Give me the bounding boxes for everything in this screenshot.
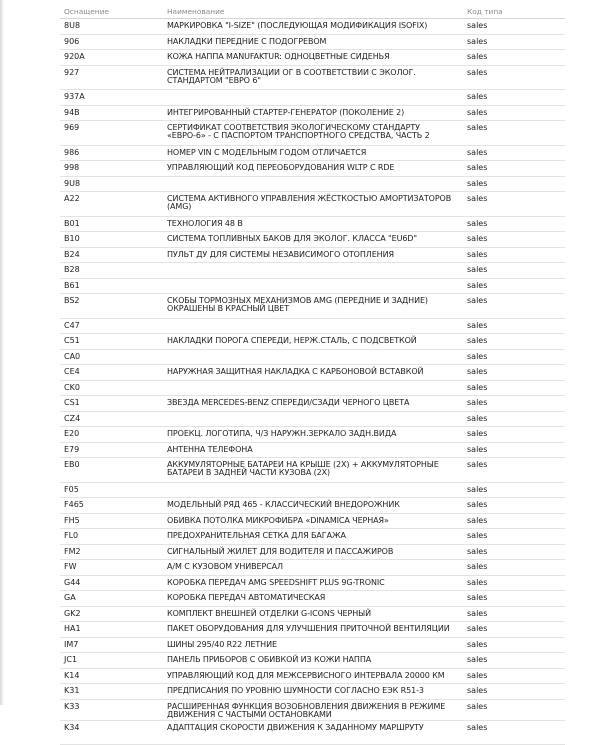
table-row [60,575,565,591]
row-code: K34 [60,720,163,745]
row-code: K33 [60,699,163,720]
row-name: МОДЕЛЬНЫЙ РЯД 465 - КЛАССИЧЕСКИЙ ВНЕДОРОЖНИК [163,498,463,514]
row-code: 906 [60,34,163,50]
row-code: CS1 [60,396,163,412]
row-name: ЗВЕЗДА MERCEDES-BENZ СПЕРЕДИ/СЗАДИ ЧЕРНОГО ЦВЕТА [163,396,463,412]
row-type: sales [463,105,565,121]
table-row [60,544,565,560]
table-row [60,121,565,146]
row-type: sales [463,442,565,458]
row-code: B28 [60,263,163,279]
row-name: ПАКЕТ ОБОРУДОВАНИЯ ДЛЯ УЛУЧШЕНИЯ ПРИТОЧНОЙ ВЕНТИЛЯЦИИ [163,622,463,638]
table-row [60,591,565,607]
row-name [163,411,463,427]
row-type: sales [463,176,565,192]
row-type: sales [463,365,565,381]
row-code: BS2 [60,294,163,319]
row-type: sales [463,637,565,653]
row-code: GK2 [60,606,163,622]
row-code: 94B [60,105,163,121]
table-row [60,560,565,576]
row-type: sales [463,216,565,232]
table-row [60,278,565,294]
column-header-type: Код типа [463,4,565,19]
table-row [60,637,565,653]
table-row [60,192,565,217]
row-type: sales [463,19,565,35]
table-row [60,411,565,427]
table-row [60,513,565,529]
row-code: GA [60,591,163,607]
row-type: sales [463,498,565,514]
row-type: sales [463,34,565,50]
row-type: sales [463,720,565,745]
table-row [60,90,565,106]
row-name [163,318,463,334]
row-name [163,263,463,279]
row-code: K31 [60,684,163,700]
row-name [163,349,463,365]
table-row [60,334,565,350]
row-name: НАКЛАДКИ ПЕРЕДНИЕ С ПОДОГРЕВОМ [163,34,463,50]
row-type: sales [463,544,565,560]
row-name: АККУМУЛЯТОРНЫЕ БАТАРЕИ НА КРЫШЕ (2X) + АККУМУЛЯТОРНЫЕ БАТАРЕИ В ЗАДНЕЙ ЧАСТИ КУЗОВА (2X) [163,458,463,483]
row-code: E20 [60,427,163,443]
row-name: РАСШИРЕННАЯ ФУНКЦИЯ ВОЗОБНОВЛЕНИЯ ДВИЖЕНИЯ В РЕЖИМЕ ДВИЖЕНИЯ С ЧАСТЫМИ ОСТАНОВКАМИ [163,699,463,720]
row-name: А/М С КУЗОВОМ УНИВЕРСАЛ [163,560,463,576]
row-code: JC1 [60,653,163,669]
row-type: sales [463,318,565,334]
row-name: СИСТЕМА АКТИВНОГО УПРАВЛЕНИЯ ЖЁСТКОСТЬЮ АМОРТИЗАТОРОВ (AMG) [163,192,463,217]
table-row [60,161,565,177]
row-name: ПАНЕЛЬ ПРИБОРОВ С ОБИВКОЙ ИЗ КОЖИ НАППА [163,653,463,669]
row-name [163,482,463,498]
table-row [60,105,565,121]
row-code: 998 [60,161,163,177]
row-name: КОРОБКА ПЕРЕДАЧ AMG SPEEDSHIFT PLUS 9G-TRONIC [163,575,463,591]
row-code: K14 [60,668,163,684]
table-body [60,19,565,745]
row-code: B61 [60,278,163,294]
row-name: СЕРТИФИКАТ СООТВЕТСТВИЯ ЭКОЛОГИЧЕСКОМУ СТАНДАРТУ «ЕВРО-6» - С ПАСПОРТОМ ТРАНСПОРТНОГО СРЕДСТВА, ЧАСТЬ 2 [163,121,463,146]
table-row [60,34,565,50]
row-code: CA0 [60,349,163,365]
row-code: 986 [60,145,163,161]
row-name: СИСТЕМА НЕЙТРАЛИЗАЦИИ ОГ В СООТВЕТСТВИИ С ЭКОЛОГ. СТАНДАРТОМ "ЕВРО 6" [163,65,463,90]
row-name [163,176,463,192]
row-type: sales [463,396,565,412]
row-code: EB0 [60,458,163,483]
table-row [60,684,565,700]
table-row [60,482,565,498]
table-row [60,50,565,66]
row-code: B24 [60,247,163,263]
row-name: КОМПЛЕКТ ВНЕШНЕЙ ОТДЕЛКИ G-ICONS ЧЕРНЫЙ [163,606,463,622]
row-name: ТЕХНОЛОГИЯ 48 В [163,216,463,232]
row-type: sales [463,121,565,146]
row-name: АДАПТАЦИЯ СКОРОСТИ ДВИЖЕНИЯ К ЗАДАННОМУ МАРШРУТУ [163,720,463,745]
row-name: ПУЛЬТ ДУ ДЛЯ СИСТЕМЫ НЕЗАВИСИМОГО ОТОПЛЕНИЯ [163,247,463,263]
table-row [60,318,565,334]
row-type: sales [463,427,565,443]
table-row [60,247,565,263]
table-row [60,294,565,319]
row-type: sales [463,513,565,529]
row-type: sales [463,50,565,66]
row-type: sales [463,560,565,576]
row-name [163,380,463,396]
table-row [60,263,565,279]
table-row [60,720,565,745]
table-row [60,622,565,638]
row-name: НАРУЖНАЯ ЗАЩИТНАЯ НАКЛАДКА С КАРБОНОВОЙ ВСТАВКОЙ [163,365,463,381]
row-name: СИСТЕМА ТОПЛИВНЫХ БАКОВ ДЛЯ ЭКОЛОГ. КЛАССА "EU6D" [163,232,463,248]
table-row [60,19,565,35]
row-code: FH5 [60,513,163,529]
row-name: АНТЕННА ТЕЛЕФОНА [163,442,463,458]
table-row [60,529,565,545]
table-row [60,699,565,720]
row-code: 8U8 [60,19,163,35]
row-code: G44 [60,575,163,591]
table-row [60,365,565,381]
table-row [60,145,565,161]
table-row [60,349,565,365]
row-type: sales [463,458,565,483]
row-type: sales [463,65,565,90]
row-code: CK0 [60,380,163,396]
row-code: A22 [60,192,163,217]
row-code: CZ4 [60,411,163,427]
table-row [60,606,565,622]
row-name: ПРОЕКЦ. ЛОГОТИПА, Ч/З НАРУЖН.ЗЕРКАЛО ЗАДН.ВИДА [163,427,463,443]
row-code: 9U8 [60,176,163,192]
row-code: F05 [60,482,163,498]
column-header-name: Наименование [163,4,463,19]
table-row [60,176,565,192]
table-row [60,65,565,90]
row-type: sales [463,278,565,294]
row-name: УПРАВЛЯЮЩИЙ КОД ДЛЯ МЕЖСЕРВИСНОГО ИНТЕРВАЛА 20000 КМ [163,668,463,684]
table-row [60,427,565,443]
row-name: СИГНАЛЬНЫЙ ЖИЛЕТ ДЛЯ ВОДИТЕЛЯ И ПАССАЖИРОВ [163,544,463,560]
row-code: 937A [60,90,163,106]
row-type: sales [463,653,565,669]
row-name: УПРАВЛЯЮЩИЙ КОД ПЕРЕОБОРУДОВАНИЯ WLTP С RDE [163,161,463,177]
row-type: sales [463,482,565,498]
row-code: 927 [60,65,163,90]
row-name: КОРОБКА ПЕРЕДАЧ АВТОМАТИЧЕСКАЯ [163,591,463,607]
row-type: sales [463,380,565,396]
row-type: sales [463,90,565,106]
equipment-table [60,4,565,745]
table-row [60,396,565,412]
row-type: sales [463,247,565,263]
row-type: sales [463,411,565,427]
column-header-code: Оснащение [60,4,163,19]
row-code: FL0 [60,529,163,545]
row-type: sales [463,699,565,720]
row-name: ОБИВКА ПОТОЛКА МИКРОФИБРА «DINAMICA ЧЕРНАЯ» [163,513,463,529]
row-code: 969 [60,121,163,146]
row-code: C47 [60,318,163,334]
table-row [60,668,565,684]
row-code: FW [60,560,163,576]
row-name: НАКЛАДКИ ПОРОГА СПЕРЕДИ, НЕРЖ.СТАЛЬ, С ПОДСВЕТКОЙ [163,334,463,350]
row-code: B10 [60,232,163,248]
row-code: E79 [60,442,163,458]
row-type: sales [463,575,565,591]
row-type: sales [463,668,565,684]
row-type: sales [463,232,565,248]
row-code: F465 [60,498,163,514]
row-name: НОМЕР VIN С МОДЕЛЬНЫМ ГОДОМ ОТЛИЧАЕТСЯ [163,145,463,161]
row-name: ИНТЕГРИРОВАННЫЙ СТАРТЕР-ГЕНЕРАТОР (ПОКОЛЕНИЕ 2) [163,105,463,121]
table-row [60,442,565,458]
table-row [60,380,565,396]
row-type: sales [463,606,565,622]
row-type: sales [463,263,565,279]
row-name [163,90,463,106]
row-code: IM7 [60,637,163,653]
row-type: sales [463,529,565,545]
row-name: ШИНЫ 295/40 R22 ЛЕТНИЕ [163,637,463,653]
table-row [60,232,565,248]
row-type: sales [463,334,565,350]
row-code: C51 [60,334,163,350]
row-name: ПРЕДПИСАНИЯ ПО УРОВНЮ ШУМНОСТИ СОГЛАСНО ЕЭК R51-3 [163,684,463,700]
table-row [60,498,565,514]
row-type: sales [463,622,565,638]
row-name [163,278,463,294]
row-type: sales [463,684,565,700]
table-row [60,216,565,232]
row-name: СКОБЫ ТОРМОЗНЫХ МЕХАНИЗМОВ AMG (ПЕРЕДНИЕ И ЗАДНИЕ) ОКРАШЕНЫ В КРАСНЫЙ ЦВЕТ [163,294,463,319]
row-code: CE4 [60,365,163,381]
row-type: sales [463,145,565,161]
table-row [60,458,565,483]
row-name: МАРКИРОВКА "I-SIZE" (ПОСЛЕДУЮЩАЯ МОДИФИКАЦИЯ ISOFIX) [163,19,463,35]
row-type: sales [463,192,565,217]
row-code: HA1 [60,622,163,638]
row-code: B01 [60,216,163,232]
table-row [60,653,565,669]
row-name: КОЖА НАППА MANUFAKTUR: ОДНОЦВЕТНЫЕ СИДЕНЬЯ [163,50,463,66]
row-code: FM2 [60,544,163,560]
row-name: ПРЕДОХРАНИТЕЛЬНАЯ СЕТКА ДЛЯ БАГАЖА [163,529,463,545]
row-type: sales [463,161,565,177]
row-type: sales [463,294,565,319]
row-type: sales [463,349,565,365]
table-header-row [60,4,565,19]
row-type: sales [463,591,565,607]
row-code: 920A [60,50,163,66]
